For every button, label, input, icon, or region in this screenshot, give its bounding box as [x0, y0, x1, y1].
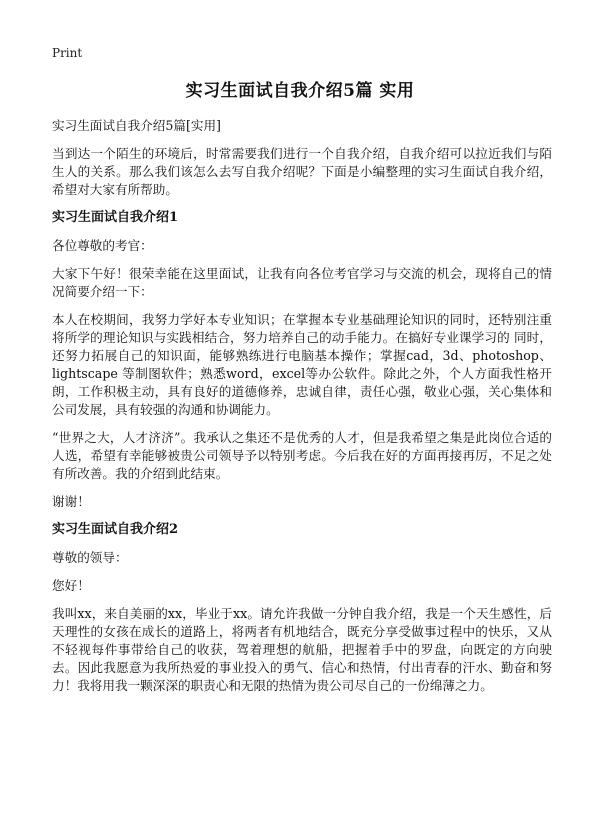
body-paragraph: “世界之大，人才济济”。我承认之集还不是优秀的人才，但是我希望之集是此岗位合适的人选，希望有幸能够被贵公司领导予以特别考虑。今后我在好的方面再接再厉，不足之处有所改善。我的介绍到此结束。	[52, 430, 552, 481]
document-body	[52, 117, 552, 705]
body-paragraph: 大家下午好！很荣幸能在这里面试，让我有向各位考官学习与交流的机会，现将自己的情况简要介绍一下：	[52, 266, 552, 299]
closing-line: 谢谢！	[52, 494, 90, 509]
print-label: Print	[52, 46, 83, 60]
section-heading: 实习生面试自我介绍1	[52, 210, 179, 225]
section-heading: 实习生面试自我介绍2	[52, 522, 179, 537]
body-paragraph: 本人在校期间，我努力学好本专业知识；在掌握本专业基础理论知识的同时，还特别注重将所学的理论知识与实践相结合，努力培养自己的动手能力。在搞好专业课学习的 同时，还努力拓展自己的知识面，能够熟练进行电脑基本操作；掌握cad，3d、photoshop、lightscape 等制图软件；熟悉word，excel等办公软件。除此之外，个人方面我性格开朗，工作积极主动，具有良好的道德修养，忠诚自律，责任心强，敬业心强，关心集体和公司发展，具有较强的沟通和协调能力。	[52, 312, 552, 417]
page-title: 实习生面试自我介绍5篇 实用	[185, 81, 415, 101]
greeting-line: 您好！	[52, 578, 90, 593]
salutation: 尊敬的领导：	[52, 550, 128, 565]
document-subtitle: 实习生面试自我介绍5篇[实用]	[52, 118, 221, 133]
salutation: 各位尊敬的考官：	[52, 238, 153, 253]
body-paragraph: 我叫xx，来自美丽的xx，毕业于xx。请允许我做一分钟自我介绍，我是一个天生感性，后天理性的女孩在成长的道路上，将两者有机地结合，既充分享受做事过程中的快乐，又从不轻视每件事带给自己的收获，驾着理想的航船，把握着手中的罗盘，向既定的方向驶去。因此我愿意为我所热爱的事业投入的勇气、信心和热情，付出青春的汗水、勤奋和努力！我将用我一颗深深的职责心和无限的热情为贵公司尽自己的一份绵薄之力。	[52, 606, 552, 693]
intro-paragraph: 当到达一个陌生的环境后，时常需要我们进行一个自我介绍，自我介绍可以拉近我们与陌生人的关系。那么我们该怎么去写自我介绍呢？下面是小编整理的实习生面试自我介绍，希望对大家有所帮助。	[52, 146, 552, 197]
